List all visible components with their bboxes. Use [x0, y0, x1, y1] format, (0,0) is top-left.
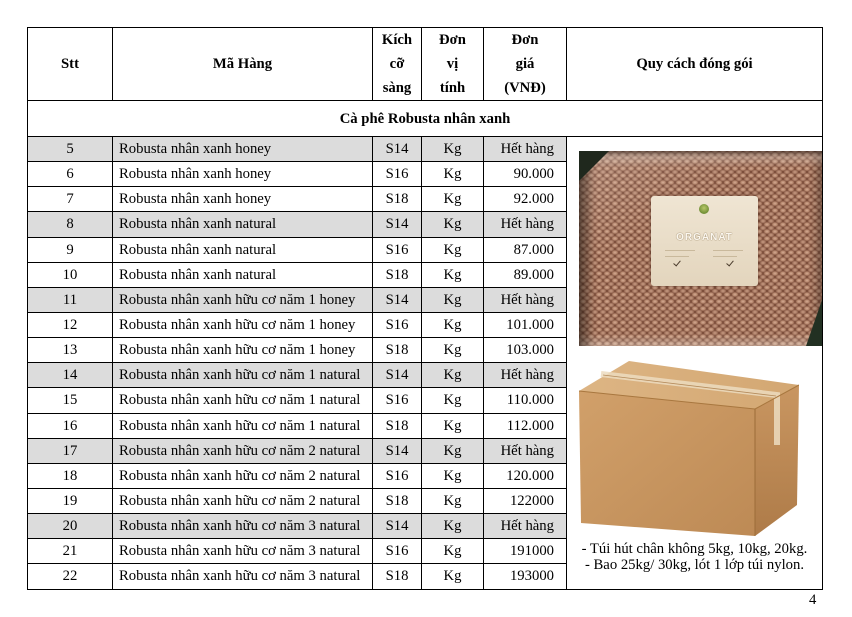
header-don-vi-tinh-line: tính: [439, 80, 466, 96]
header-kich-co-sang: [373, 28, 422, 101]
packaging-content: [567, 137, 822, 585]
cell-screen-size: S16: [373, 162, 422, 187]
cell-unit-price: Hết hàng: [484, 363, 567, 388]
cell-unit: Kg: [422, 262, 484, 287]
cell-product-name: Robusta nhân xanh hữu cơ năm 3 natural: [113, 514, 373, 539]
cell-unit-price: Hết hàng: [484, 212, 567, 237]
product-label: [651, 196, 758, 286]
header-don-vi-tinh-line: vị: [446, 56, 459, 72]
packaging-notes: [567, 541, 822, 573]
cell-screen-size: S18: [373, 187, 422, 212]
cell-screen-size: S14: [373, 287, 422, 312]
header-ma-hang: Mã Hàng: [113, 28, 373, 101]
cell-stt: 22: [28, 564, 113, 589]
cell-unit-price: 101.000: [484, 312, 567, 337]
cell-product-name: Robusta nhân xanh hữu cơ năm 2 natural: [113, 438, 373, 463]
cell-product-name: Robusta nhân xanh honey: [113, 137, 373, 162]
cell-unit-price: 87.000: [484, 237, 567, 262]
section-title-row: [28, 101, 823, 137]
cell-product-name: Robusta nhân xanh hữu cơ năm 1 honey: [113, 338, 373, 363]
box-front-face: [579, 391, 755, 536]
cell-unit-price: 112.000: [484, 413, 567, 438]
cell-unit: Kg: [422, 539, 484, 564]
header-don-vi-tinh-line: Đơn: [439, 32, 466, 48]
page-number: 4: [809, 592, 817, 608]
header-don-gia-line: Đơn: [511, 32, 539, 48]
cell-product-name: Robusta nhân xanh honey: [113, 162, 373, 187]
header-stt: Stt: [28, 28, 113, 101]
cell-screen-size: S14: [373, 514, 422, 539]
cell-unit: Kg: [422, 363, 484, 388]
check-mark-icon: [673, 259, 681, 267]
cell-stt: 13: [28, 338, 113, 363]
cell-unit: Kg: [422, 338, 484, 363]
label-divider: [713, 250, 743, 251]
cell-screen-size: S18: [373, 488, 422, 513]
cell-stt: 9: [28, 237, 113, 262]
cell-unit-price: 103.000: [484, 338, 567, 363]
header-don-gia-line: giá: [515, 56, 535, 72]
cell-unit: Kg: [422, 212, 484, 237]
cell-product-name: Robusta nhân xanh hữu cơ năm 1 natural: [113, 363, 373, 388]
check-mark-icon: [726, 259, 734, 267]
cell-screen-size: S14: [373, 363, 422, 388]
cell-product-name: Robusta nhân xanh hữu cơ năm 2 natural: [113, 488, 373, 513]
packaging-note: - Bao 25kg/ 30kg, lót 1 lớp túi nylon.: [584, 557, 805, 573]
cell-unit-price: Hết hàng: [484, 514, 567, 539]
section-title: Cà phê Robusta nhân xanh: [28, 101, 823, 137]
cell-unit: Kg: [422, 187, 484, 212]
label-divider: [665, 256, 689, 257]
cell-product-name: Robusta nhân xanh honey: [113, 187, 373, 212]
cell-unit-price: Hết hàng: [484, 438, 567, 463]
cell-product-name: Robusta nhân xanh natural: [113, 262, 373, 287]
cell-unit: Kg: [422, 237, 484, 262]
label-brand-text: ORGANAT: [676, 232, 733, 243]
cell-unit-price: 89.000: [484, 262, 567, 287]
cell-screen-size: S16: [373, 463, 422, 488]
cell-stt: 6: [28, 162, 113, 187]
carton-box-photo: [579, 359, 799, 536]
cell-product-name: Robusta nhân xanh hữu cơ năm 1 honey: [113, 312, 373, 337]
vacuum-bag-photo: [579, 151, 822, 346]
cell-product-name: Robusta nhân xanh hữu cơ năm 3 natural: [113, 539, 373, 564]
cell-unit-price: 122000: [484, 488, 567, 513]
cell-unit-price: 120.000: [484, 463, 567, 488]
cell-product-name: Robusta nhân xanh hữu cơ năm 3 natural: [113, 564, 373, 589]
cell-product-name: Robusta nhân xanh hữu cơ năm 2 natural: [113, 463, 373, 488]
cell-product-name: Robusta nhân xanh hữu cơ năm 1 natural: [113, 413, 373, 438]
cell-stt: 8: [28, 212, 113, 237]
cell-unit: Kg: [422, 162, 484, 187]
cell-stt: 18: [28, 463, 113, 488]
cell-screen-size: S18: [373, 413, 422, 438]
cell-stt: 10: [28, 262, 113, 287]
cell-screen-size: S18: [373, 262, 422, 287]
packaging-cell: [567, 137, 823, 590]
cell-screen-size: S16: [373, 312, 422, 337]
cell-unit: Kg: [422, 564, 484, 589]
cell-stt: 20: [28, 514, 113, 539]
cell-product-name: Robusta nhân xanh hữu cơ năm 1 honey: [113, 287, 373, 312]
cell-screen-size: S18: [373, 564, 422, 589]
cell-unit: Kg: [422, 488, 484, 513]
cell-stt: 11: [28, 287, 113, 312]
cell-stt: 19: [28, 488, 113, 513]
cell-screen-size: S16: [373, 539, 422, 564]
cell-screen-size: S14: [373, 137, 422, 162]
cell-stt: 7: [28, 187, 113, 212]
cell-product-name: Robusta nhân xanh natural: [113, 212, 373, 237]
cell-stt: 17: [28, 438, 113, 463]
cell-unit-price: Hết hàng: [484, 137, 567, 162]
cell-unit: Kg: [422, 514, 484, 539]
cell-stt: 21: [28, 539, 113, 564]
photo-background: [579, 151, 609, 181]
cell-product-name: Robusta nhân xanh natural: [113, 237, 373, 262]
label-divider: [665, 250, 695, 251]
header-don-gia-line: (VNĐ): [504, 80, 546, 96]
price-table: [27, 27, 823, 590]
cell-screen-size: S16: [373, 388, 422, 413]
cell-stt: 15: [28, 388, 113, 413]
header-kich-co-sang-line: Kích: [381, 32, 413, 48]
cell-stt: 16: [28, 413, 113, 438]
cell-unit: Kg: [422, 388, 484, 413]
cell-unit: Kg: [422, 463, 484, 488]
cell-unit: Kg: [422, 438, 484, 463]
label-divider: [713, 256, 737, 257]
cell-unit: Kg: [422, 287, 484, 312]
cell-stt: 14: [28, 363, 113, 388]
header-quy-cach: Quy cách đóng gói: [567, 28, 823, 101]
cell-product-name: Robusta nhân xanh hữu cơ năm 1 natural: [113, 388, 373, 413]
cell-unit-price: Hết hàng: [484, 287, 567, 312]
brand-logo-icon: [699, 204, 709, 214]
cell-screen-size: S14: [373, 212, 422, 237]
cell-unit-price: 110.000: [484, 388, 567, 413]
cell-screen-size: S18: [373, 338, 422, 363]
header-kich-co-sang-line: cỡ: [389, 56, 405, 72]
header-don-vi-tinh: [422, 28, 484, 101]
cell-screen-size: S16: [373, 237, 422, 262]
packaging-note: - Túi hút chân không 5kg, 10kg, 20kg.: [581, 541, 808, 557]
cell-unit: Kg: [422, 312, 484, 337]
cell-unit-price: 90.000: [484, 162, 567, 187]
header-kich-co-sang-line: sàng: [382, 80, 412, 96]
cell-unit: Kg: [422, 137, 484, 162]
header-row: [28, 28, 823, 101]
cell-screen-size: S14: [373, 438, 422, 463]
cell-unit-price: 92.000: [484, 187, 567, 212]
table-row: [28, 137, 823, 162]
cell-unit-price: 193000: [484, 564, 567, 589]
cell-unit-price: 191000: [484, 539, 567, 564]
photo-background: [806, 300, 822, 346]
header-don-gia: [484, 28, 567, 101]
cell-unit: Kg: [422, 413, 484, 438]
cell-stt: 12: [28, 312, 113, 337]
cell-stt: 5: [28, 137, 113, 162]
